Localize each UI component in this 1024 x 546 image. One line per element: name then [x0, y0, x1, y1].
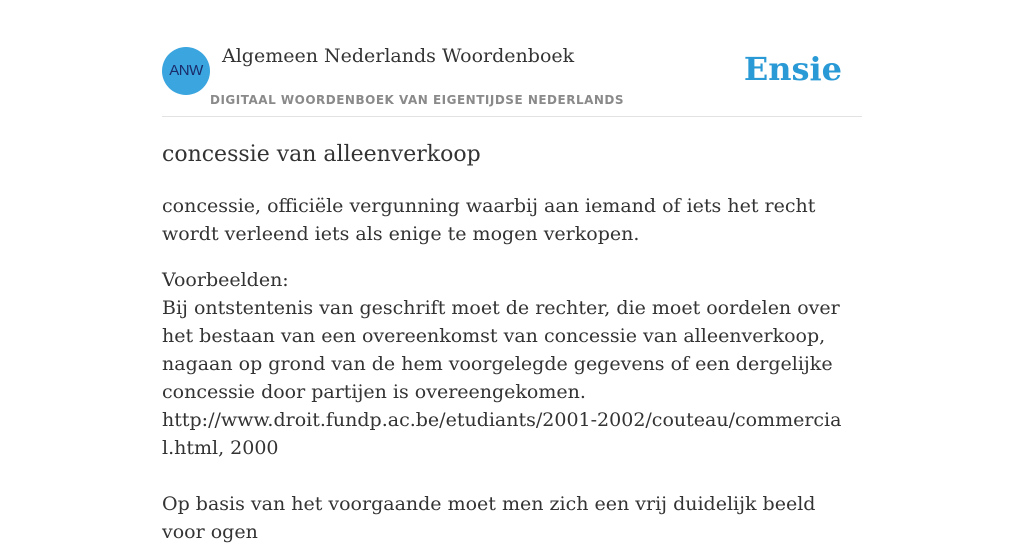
anw-logo[interactable]: ANW — [162, 47, 210, 95]
ensie-brand-logo[interactable]: Ensie — [743, 50, 842, 88]
example-text: Bij ontstentenis van geschrift moet de rechter, die moet oordelen over het bestaan van een overeenkomst van concessie van alleenverkoop, nagaan op grond van de hem voorgelegde gegevens of een dergelijke concessie door partijen is overeengekomen. — [162, 297, 840, 403]
entry-content — [162, 138, 852, 546]
site-header — [162, 0, 862, 117]
site-subtitle: DIGITAAL WOORDENBOEK VAN EIGENTIJDSE NEDERLANDS — [210, 93, 625, 107]
entry-definition: concessie, officiële vergunning waarbij aan iemand of iets het recht wordt verleend iets als enige te mogen verkopen. — [162, 195, 816, 245]
examples-section — [162, 266, 852, 546]
entry-term: concessie van alleenverkoop — [162, 142, 481, 167]
example-source: http://www.droit.fundp.ac.be/etudiants/2001-2002/couteau/commercial.html, 2000 — [162, 409, 842, 459]
examples-label: Voorbeelden: — [162, 269, 289, 291]
example-text: Op basis van het voorgaande moet men zich een vrij duidelijk beeld voor ogen — [162, 493, 816, 543]
site-title[interactable]: Algemeen Nederlands Woordenboek — [222, 45, 575, 67]
